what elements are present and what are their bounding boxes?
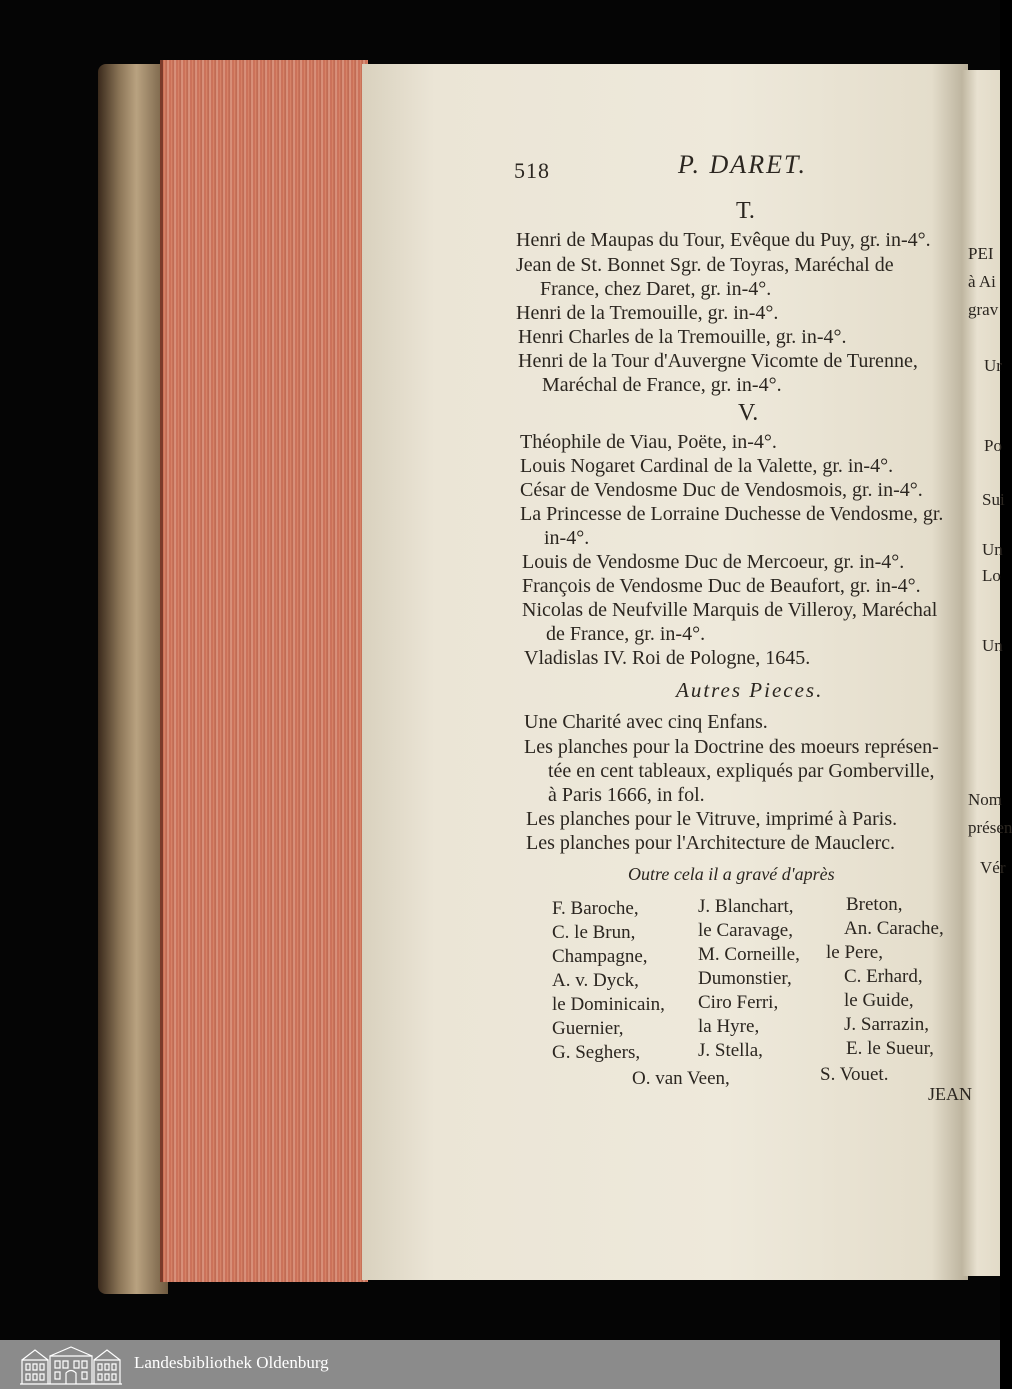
artist-name: C. le Brun, xyxy=(552,922,636,943)
library-name: Landesbibliothek Oldenburg xyxy=(134,1353,329,1372)
artist-name: An. Carache, xyxy=(844,918,944,939)
artist-name: G. Seghers, xyxy=(552,1042,641,1063)
artist-name: Guernier, xyxy=(552,1018,624,1039)
section-letter-v: V. xyxy=(738,400,759,426)
entry-line: Les planches pour le Vitruve, imprimé à Paris. xyxy=(526,808,898,830)
entry-line: in-4°. xyxy=(544,527,590,549)
entry-line: César de Vendosme Duc de Vendosmois, gr. in-4°. xyxy=(520,479,923,501)
artist-name: F. Baroche, xyxy=(552,898,639,919)
adjacent-text-fragment: Sui xyxy=(982,490,1005,509)
adjacent-text-fragment: Un xyxy=(982,636,1003,655)
artist-name: J. Blanchart, xyxy=(698,896,794,917)
artist-name: le Guide, xyxy=(844,990,914,1011)
entry-line: Henri Charles de la Tremouille, gr. in-4°. xyxy=(518,326,847,348)
running-title: P. DARET. xyxy=(678,150,807,179)
entry-line: François de Vendosme Duc de Beaufort, gr. in-4°. xyxy=(522,575,921,597)
artist-name: J. Sarrazin, xyxy=(844,1014,929,1035)
artist-name: le Caravage, xyxy=(698,920,793,941)
artist-name: O. van Veen, xyxy=(632,1068,730,1089)
entry-line: de France, gr. in-4°. xyxy=(546,623,706,645)
entry-line: Louis de Vendosme Duc de Mercoeur, gr. in-4°. xyxy=(522,551,905,573)
entry-line: Théophile de Viau, Poëte, in-4°. xyxy=(520,431,777,453)
entry-line: La Princesse de Lorraine Duchesse de Vendosme, gr. xyxy=(520,503,944,525)
entry-line: tée en cent tableaux, expliqués par Gomberville, xyxy=(548,760,935,782)
page-block-edge xyxy=(160,60,368,1282)
artist-name: la Hyre, xyxy=(698,1016,760,1037)
adjacent-text-fragment: PEI xyxy=(968,244,994,263)
adjacent-text-fragment: présen xyxy=(968,818,1012,837)
page-header xyxy=(514,150,824,190)
catchword: JEAN xyxy=(928,1084,972,1104)
page-number: 518 xyxy=(514,158,550,183)
entry-line: Une Charité avec cinq Enfans. xyxy=(524,711,768,733)
artist-name: M. Corneille, xyxy=(698,944,800,965)
adjacent-text-fragment: Vér xyxy=(980,858,1006,877)
artist-name: Dumonstier, xyxy=(698,968,792,989)
artist-name: le Pere, xyxy=(826,942,883,963)
entry-line: Les planches pour la Doctrine des moeurs représen- xyxy=(524,736,939,758)
book-cover xyxy=(98,64,168,1294)
adjacent-text-fragment: Un xyxy=(982,540,1003,559)
entry-line: Les planches pour l'Architecture de Mauclerc. xyxy=(526,832,895,854)
artist-name: C. Erhard, xyxy=(844,966,923,987)
library-building-logo-icon xyxy=(18,1344,124,1386)
section-heading-autres: Autres Pieces. xyxy=(676,678,824,702)
artist-name: E. le Sueur, xyxy=(846,1038,934,1059)
artist-name: Breton, xyxy=(846,894,903,915)
entry-line: Nicolas de Neufville Marquis de Villeroy, Maréchal xyxy=(522,599,938,621)
entry-line: à Paris 1666, in fol. xyxy=(548,784,705,806)
section-letter-t: T. xyxy=(736,198,755,224)
artist-name: A. v. Dyck, xyxy=(552,970,639,991)
entry-line: Jean de St. Bonnet Sgr. de Toyras, Maréchal de xyxy=(516,254,894,276)
adjacent-text-fragment: Lo xyxy=(982,566,1001,585)
artist-name: Champagne, xyxy=(552,946,648,967)
artist-name: S. Vouet. xyxy=(820,1064,889,1085)
entry-line: Henri de la Tour d'Auvergne Vicomte de Turenne, xyxy=(518,350,918,372)
adjacent-text-fragment: Ur xyxy=(984,356,1002,375)
adjacent-text-fragment: à Ai xyxy=(968,272,996,291)
artists-intro: Outre cela il a gravé d'après xyxy=(628,864,835,884)
artist-name: le Dominicain, xyxy=(552,994,665,1015)
artist-name: J. Stella, xyxy=(698,1040,763,1061)
adjacent-text-fragment: Po xyxy=(984,436,1002,455)
entry-line: Henri de Maupas du Tour, Evêque du Puy, gr. in-4°. xyxy=(516,229,931,251)
entry-line: Henri de la Tremouille, gr. in-4°. xyxy=(516,302,779,324)
entry-line: Louis Nogaret Cardinal de la Valette, gr. in-4°. xyxy=(520,455,894,477)
entry-line: Maréchal de France, gr. in-4°. xyxy=(542,374,782,396)
adjacent-text-fragment: grav xyxy=(968,300,999,319)
adjacent-text-fragment: Nom xyxy=(968,790,1002,809)
entry-line: France, chez Daret, gr. in-4°. xyxy=(540,278,772,300)
entry-line: Vladislas IV. Roi de Pologne, 1645. xyxy=(524,647,811,669)
footer-bar xyxy=(0,1340,1000,1389)
artist-name: Ciro Ferri, xyxy=(698,992,779,1013)
